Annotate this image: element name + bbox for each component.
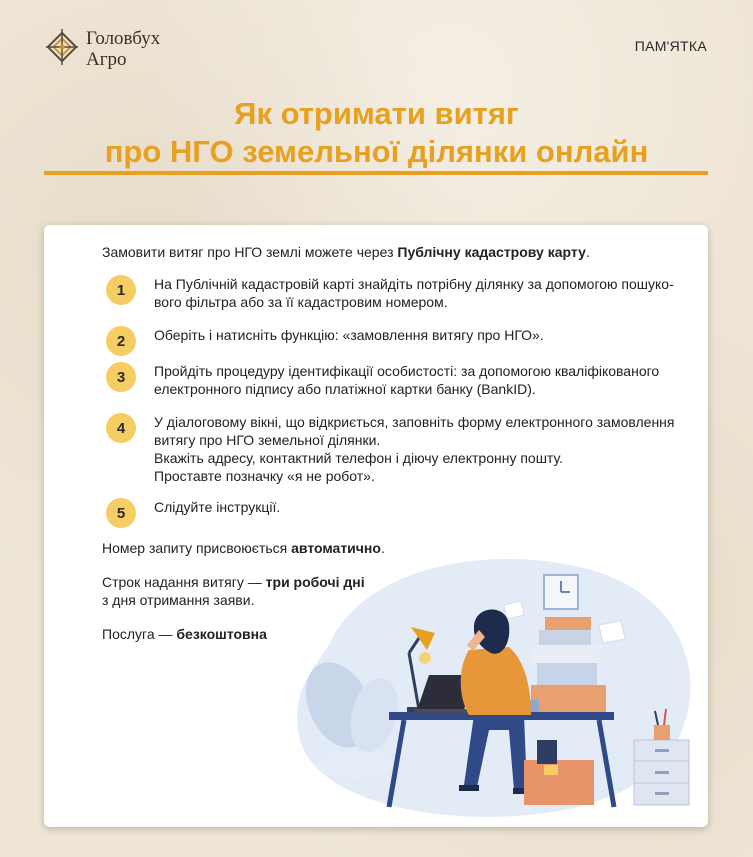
office-illustration (269, 535, 709, 825)
brand-logo (44, 27, 160, 71)
note-bold: автоматично (291, 540, 381, 556)
note-bold: три робочі дні (265, 574, 365, 590)
step-line: На Публічній кадастровій карті знайдіть потрібну ділянку за допомогою пошуко- (154, 276, 674, 292)
logo-ornament-icon (44, 27, 80, 71)
note-bold: безкоштовна (176, 626, 267, 642)
step-line: Проставте позначку «я не робот». (154, 468, 375, 484)
step-4 (106, 413, 691, 485)
paper-sheet (599, 621, 625, 643)
note-service (102, 625, 267, 643)
step-line: Оберіть і натисніть функцію: «замовлення витягу про НГО». (154, 327, 544, 343)
intro-prefix: Замовити витяг про НГО землі можете через (102, 244, 398, 260)
note-text: Послуга — (102, 626, 177, 642)
step-3 (106, 362, 691, 398)
step-text (154, 362, 659, 398)
note-text: . (380, 540, 385, 556)
brand-name-line1: Головбух (86, 28, 161, 49)
header-label: ПАМ'ЯТКА (634, 38, 707, 54)
step-1 (106, 275, 691, 311)
step-line: електронного підпису або платіжної картки банку (BankID). (154, 381, 536, 397)
page-title-line1: Як отримати витяг (234, 96, 519, 131)
intro-suffix: . (585, 244, 590, 260)
step-number-badge: 4 (106, 413, 136, 443)
page-title (0, 95, 753, 171)
step-number-badge: 1 (106, 275, 136, 305)
step-2 (106, 326, 691, 356)
brand-name-line2: Агро (86, 49, 127, 70)
step-line: У діалоговому вікні, що відкриється, заповніть форму електронного замовлення (154, 414, 675, 430)
step-text (154, 275, 674, 311)
step-text (154, 498, 280, 516)
step-text (154, 326, 544, 344)
note-text: Номер запиту присвоюється (102, 540, 292, 556)
step-number-badge: 5 (106, 498, 136, 528)
brand-name (86, 28, 160, 70)
step-number-badge: 2 (106, 326, 136, 356)
step-line: Вкажіть адресу, контактний телефон і діючу електронну пошту. (154, 450, 563, 466)
page-title-line2: про НГО земельної ділянки онлайн (104, 134, 649, 169)
step-number-badge: 3 (106, 362, 136, 392)
clock-icon (544, 575, 578, 609)
step-5 (106, 498, 691, 528)
step-line: вого фільтра або за її кадастровим номером. (154, 294, 448, 310)
title-divider (44, 171, 708, 175)
note-text: Строк надання витягу — (102, 574, 266, 590)
step-line: Пройдіть процедуру ідентифікації особистості: за допомогою кваліфікованого (154, 363, 660, 379)
note-text: з дня отримання заяви. (102, 592, 255, 608)
step-line: витягу про НГО земельної ділянки. (154, 432, 381, 448)
content-card (44, 225, 708, 827)
step-text (154, 413, 674, 485)
intro-text (102, 243, 590, 261)
intro-bold: Публічну кадастрову карту (397, 244, 586, 260)
step-line: Слідуйте інструкції. (154, 499, 281, 515)
